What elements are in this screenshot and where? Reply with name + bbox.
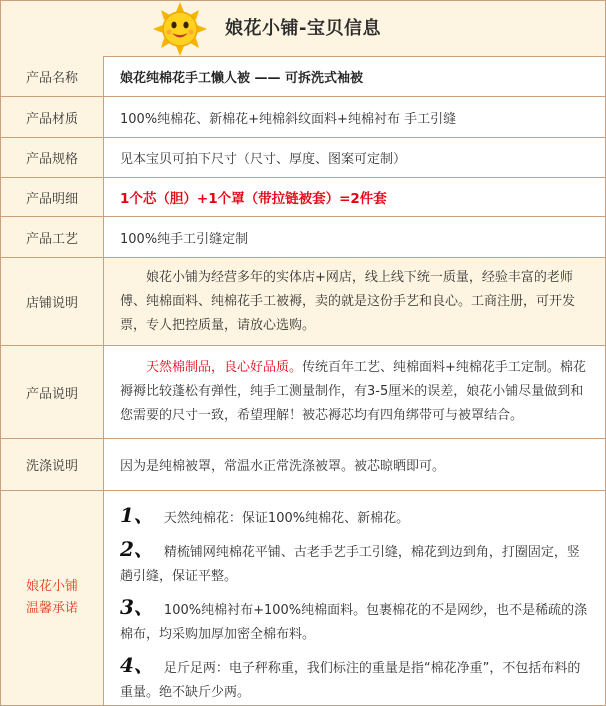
row-value: 娘花小铺为经营多年的实体店+网店，线上线下统一质量，经验丰富的老师傅、纯棉面料、纯棉花手工被褥，卖的就是这份手艺和良心。工商注册，可开发票，专人把控质量，请放心选购。 <box>104 258 605 345</box>
promise-item <box>120 537 591 589</box>
highlight-text: 天然棉制品，良心好品质。 <box>146 360 303 375</box>
promise-item <box>120 503 591 531</box>
row-label: 产品明细 <box>1 178 104 216</box>
row-label: 店铺说明 <box>1 258 104 345</box>
promise-item <box>120 653 591 705</box>
promise-list <box>104 491 605 705</box>
item-number: 4、 <box>120 653 154 677</box>
row-washing <box>1 439 605 491</box>
row-label: 产品规格 <box>1 138 104 177</box>
row-value: 100%纯手工引缝定制 <box>120 231 249 247</box>
row-label: 产品名称 <box>1 56 104 96</box>
row-value: 娘花纯棉花手工懒人被 —— 可拆洗式袖被 <box>120 70 364 86</box>
row-product-name <box>1 56 605 97</box>
row-description <box>1 346 605 439</box>
row-value: 见本宝贝可拍下尺寸（尺寸、厚度、图案可定制） <box>120 152 407 167</box>
promise-label-line1: 娘花小铺 <box>25 579 78 594</box>
promise-label-line2: 温馨承诺 <box>25 601 78 616</box>
item-text: 精梳铺网纯棉花平铺、古老手艺手工引缝，棉花到边到角，打圈固定，竖趟引缝，保证平整。 <box>120 545 580 584</box>
row-detail <box>1 178 605 217</box>
item-text: 足斤足两：电子秤称重，我们标注的重量是指“棉花净重”，不包括布料的重量。绝不缺斤少两。 <box>120 661 581 700</box>
page-title: 娘花小铺-宝贝信息 <box>225 18 381 39</box>
row-craft <box>1 217 605 258</box>
row-shop <box>1 258 605 346</box>
row-value <box>104 346 605 438</box>
row-spec <box>1 138 605 178</box>
row-label: 洗涤说明 <box>1 439 104 490</box>
row-value: 因为是纯棉被罩，常温水正常洗涤被罩。被芯晾晒即可。 <box>120 459 446 474</box>
promise-label <box>1 491 104 705</box>
item-text: 100%纯棉衬布+100%纯棉面料。包裹棉花的不是网纱，也不是稀疏的涤棉布，均采购加厚加密全棉布料。 <box>120 603 588 642</box>
smiling-sun-icon <box>149 2 211 56</box>
row-promise <box>1 491 605 705</box>
row-value: 100%纯棉花、新棉花+纯棉斜纹面料+纯棉衬布 手工引缝 <box>120 111 457 127</box>
item-number: 2、 <box>120 537 154 561</box>
row-material <box>1 97 605 138</box>
description-text: 传统百年工艺、纯棉面料+纯棉花手工定制。棉花褥褥比较蓬松有弹性，纯手工测量制作，有3-5厘米的误差，娘花小铺尽量做到和您需要的尺寸一致，希望理解！被芯褥芯均有四角绑带可与被罩结合。 <box>120 360 586 423</box>
promise-item <box>120 595 591 647</box>
header <box>1 1 605 57</box>
item-text: 天然纯棉花：保证100%纯棉花、新棉花。 <box>163 511 410 526</box>
row-label: 产品材质 <box>1 97 104 137</box>
row-value: 1个芯（胆）+1个罩（带拉链被套）=2件套 <box>120 191 387 207</box>
row-label: 产品说明 <box>1 346 104 438</box>
item-number: 1、 <box>120 503 154 527</box>
row-label: 产品工艺 <box>1 217 104 257</box>
item-number: 3、 <box>120 595 154 619</box>
